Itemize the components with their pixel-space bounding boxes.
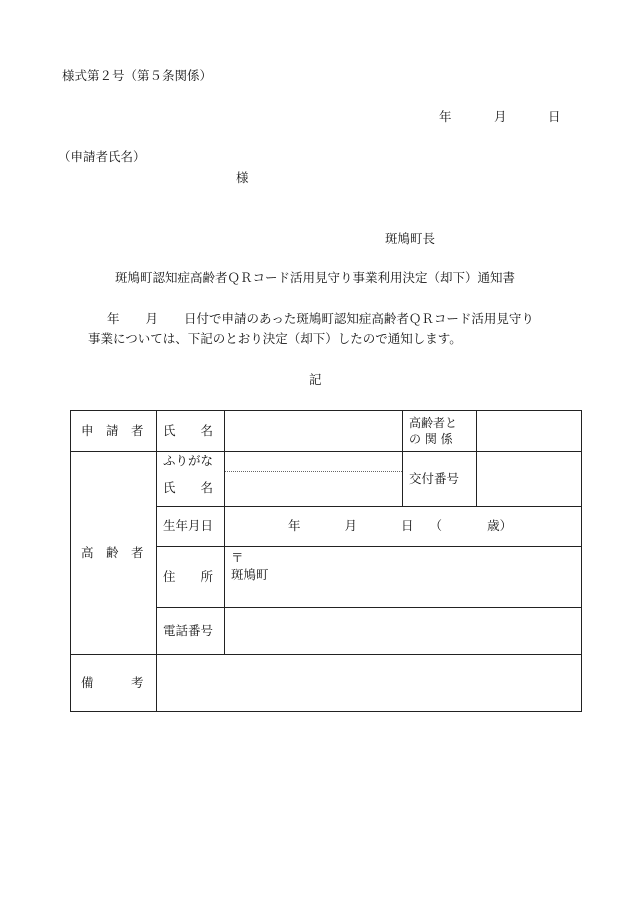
postal-mark: 〒 — [231, 550, 244, 565]
body-line-1 — [107, 313, 534, 326]
document-title: 斑鳩町認知症高齢者ＱＲコード活用見守り事業利用決定（却下）通知書 — [114, 270, 515, 285]
remarks-row — [71, 655, 582, 712]
phone-label: 電話番号 — [157, 608, 225, 655]
address-label: 住 所 — [157, 547, 225, 608]
relation-field[interactable] — [477, 411, 582, 452]
body-line-1-rest: 日付で申請のあった斑鳩町認知症高齢者ＱＲコード活用見守り — [184, 311, 534, 326]
application-table — [70, 410, 582, 712]
body-line-2: 事業については、下記のとおり決定（却下）したので通知します。 — [88, 331, 462, 346]
birthdate-field[interactable] — [225, 507, 582, 547]
furigana-label: ふりがな — [157, 452, 225, 472]
furigana-row — [71, 452, 582, 472]
date-year-label: 年 — [439, 109, 452, 124]
issue-number-label: 交付番号 — [403, 452, 477, 507]
phone-field[interactable] — [225, 608, 582, 655]
body-month: 月 — [145, 311, 159, 326]
ki-heading: 記 — [309, 372, 322, 387]
date-day-label: 日 — [548, 109, 561, 124]
elderly-section-label: 高 齢 者 — [71, 452, 157, 655]
honorific-sama: 様 — [236, 170, 249, 185]
applicant-name-cell-label: 氏 名 — [157, 411, 225, 452]
remarks-label: 備 考 — [71, 655, 157, 712]
address-field[interactable] — [225, 547, 582, 608]
applicant-name-field[interactable] — [225, 411, 403, 452]
relation-label — [403, 411, 477, 452]
birth-year-label: 年 — [288, 518, 301, 534]
form-number: 様式第２号（第５条関係） — [62, 68, 213, 83]
applicant-section-label: 申 請 者 — [71, 411, 157, 452]
elderly-name-label: 氏 名 — [157, 472, 225, 507]
relation-label-line-2: の 関 係 — [409, 432, 453, 446]
elderly-name-field[interactable] — [225, 472, 403, 507]
sender-mayor: 斑鳩町長 — [385, 231, 436, 246]
birth-month-label: 月 — [344, 518, 358, 534]
body-year: 年 — [107, 311, 120, 326]
address-town: 斑鳩町 — [231, 566, 269, 582]
remarks-field[interactable] — [157, 655, 582, 712]
furigana-field[interactable] — [225, 452, 403, 472]
applicant-name-label: （申請者氏名） — [58, 149, 146, 164]
relation-label-line-1: 高齢者と — [409, 415, 458, 430]
issue-number-field[interactable] — [477, 452, 582, 507]
applicant-row — [71, 411, 582, 452]
birthdate-label: 生年月日 — [157, 507, 225, 547]
age-paren-open: （ — [429, 518, 443, 534]
birth-day-label: 日 — [401, 518, 414, 534]
date-month-label: 月 — [494, 109, 507, 124]
age-label: 歳） — [487, 518, 513, 534]
